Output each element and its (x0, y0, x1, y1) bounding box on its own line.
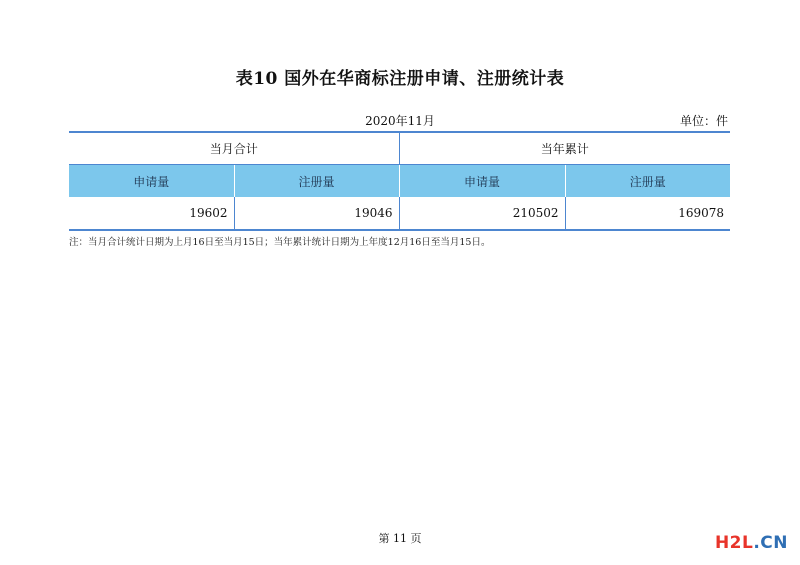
value-cell: 19046 (234, 197, 399, 230)
page-title: 表10 国外在华商标注册申请、注册统计表 (235, 69, 565, 89)
subheader-cell: 申请量 (69, 165, 234, 198)
report-date: 2020年11月 (365, 114, 435, 128)
unit-label: 单位：件 (679, 114, 728, 128)
subheader-cell: 申请量 (399, 165, 565, 198)
group-header-monthly: 当月合计 (69, 133, 399, 165)
statistics-table (69, 131, 730, 231)
table-row (69, 197, 730, 230)
site-watermark-logo (715, 533, 788, 553)
footnote: 注：当月合计统计日期为上月16日至当月15日；当年累计统计日期为上年度12月16日至当月15日。 (69, 237, 491, 248)
value-cell: 169078 (565, 197, 730, 230)
value-cell: 210502 (399, 197, 565, 230)
group-header-yearly: 当年累计 (399, 133, 730, 165)
page-number: 第 11 页 (378, 532, 422, 545)
watermark-part-1: H2L (714, 533, 754, 553)
watermark-part-2: .CN (753, 533, 788, 553)
subheader-cell: 注册量 (234, 165, 399, 198)
subheader-cell: 注册量 (565, 165, 730, 198)
value-cell: 19602 (69, 197, 234, 230)
